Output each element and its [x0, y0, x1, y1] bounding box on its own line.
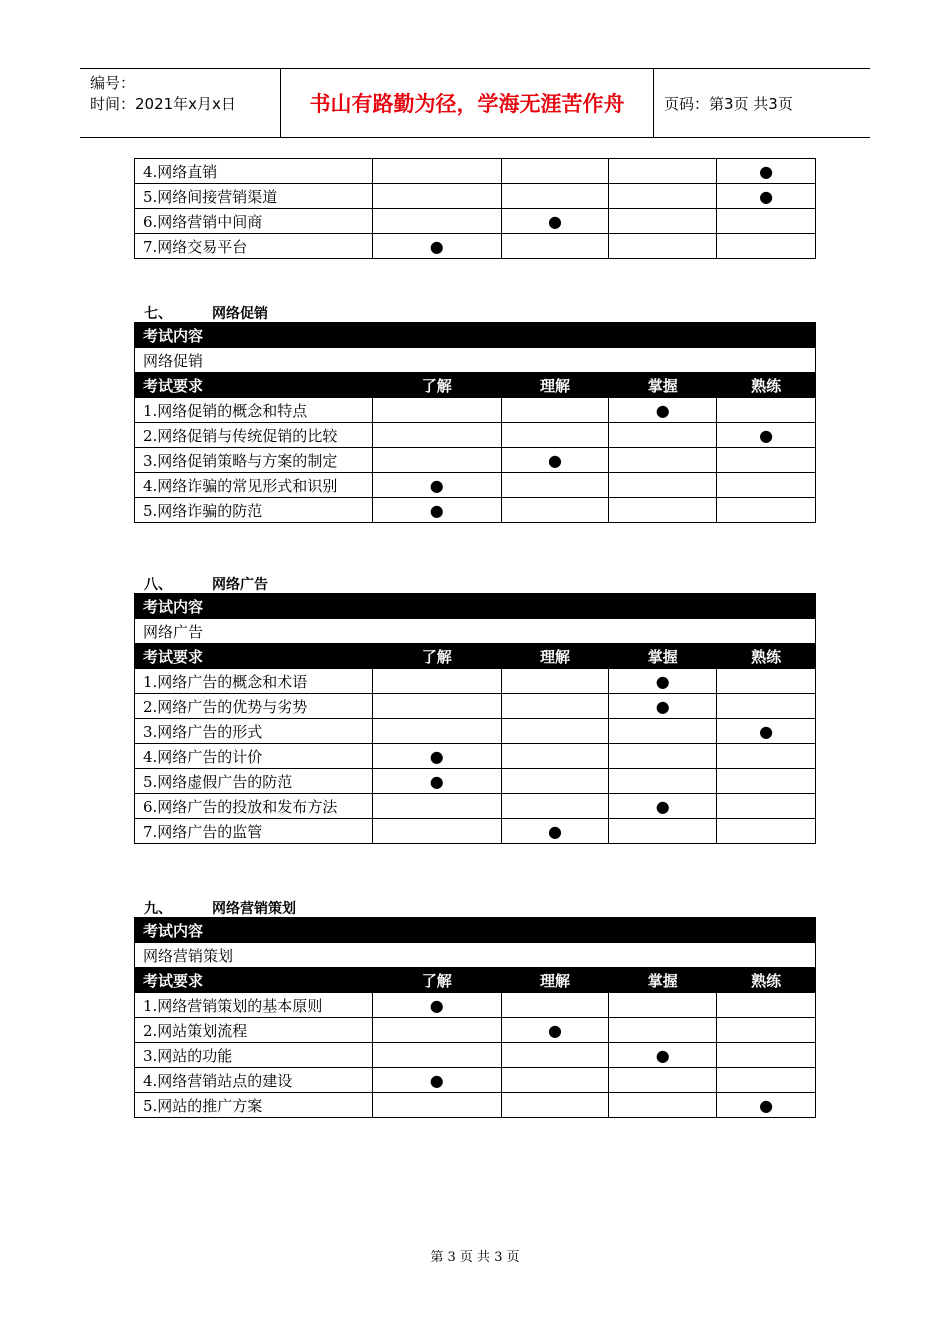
level-header-0: 了解 [372, 968, 501, 993]
level-cell-3 [717, 719, 816, 744]
requirement-row [135, 1018, 816, 1043]
content-header-row [135, 594, 816, 619]
content-header: 考试内容 [135, 323, 816, 348]
level-cell-3 [717, 398, 816, 423]
level-cell-2 [609, 423, 717, 448]
level-cell-1 [501, 423, 609, 448]
requirement-header-row [135, 373, 816, 398]
level-cell-2 [609, 184, 717, 209]
level-header-0: 了解 [372, 644, 501, 669]
requirement-text: 3.网络广告的形式 [135, 719, 373, 744]
level-dot-icon: ● [759, 186, 774, 206]
level-dot-icon: ● [759, 721, 774, 741]
level-dot-icon: ● [429, 236, 444, 256]
level-cell-3 [717, 234, 816, 259]
level-cell-2 [609, 794, 717, 819]
level-cell-0 [372, 1018, 501, 1043]
level-cell-0 [372, 184, 501, 209]
level-cell-0 [372, 819, 501, 844]
level-cell-2 [609, 234, 717, 259]
requirement-header: 考试要求 [135, 644, 373, 669]
level-cell-1 [501, 669, 609, 694]
section-number: 七、 [144, 306, 172, 322]
level-dot-icon: ● [655, 796, 670, 816]
level-cell-2 [609, 1043, 717, 1068]
requirement-row [135, 719, 816, 744]
level-header-3: 熟练 [717, 644, 816, 669]
requirement-header-row [135, 644, 816, 669]
requirement-row [135, 669, 816, 694]
level-dot-icon: ● [429, 746, 444, 766]
section-number: 八、 [144, 577, 172, 593]
level-cell-2 [609, 669, 717, 694]
section-name: 网络广告 [212, 577, 268, 593]
content-row [135, 943, 816, 968]
section-title [144, 577, 268, 593]
level-cell-3 [717, 819, 816, 844]
header-meta [80, 69, 281, 137]
content-row [135, 348, 816, 373]
level-cell-2 [609, 694, 717, 719]
content-header: 考试内容 [135, 594, 816, 619]
requirement-row [135, 694, 816, 719]
level-dot-icon: ● [429, 500, 444, 520]
level-cell-2 [609, 1018, 717, 1043]
level-header-2: 掌握 [609, 968, 717, 993]
requirement-text: 4.网络诈骗的常见形式和识别 [135, 473, 373, 498]
level-cell-0 [372, 498, 501, 523]
level-dot-icon: ● [548, 821, 562, 841]
requirement-text: 7.网络广告的监管 [135, 819, 373, 844]
requirement-row [135, 794, 816, 819]
level-cell-1 [501, 1018, 609, 1043]
section-table [134, 322, 816, 523]
level-cell-3 [717, 448, 816, 473]
level-cell-3 [717, 184, 816, 209]
level-cell-0 [372, 398, 501, 423]
level-cell-2 [609, 1068, 717, 1093]
level-cell-3 [717, 1093, 816, 1118]
level-cell-1 [501, 1043, 609, 1068]
level-header-3: 熟练 [717, 373, 816, 398]
level-cell-2 [609, 209, 717, 234]
level-cell-3 [717, 744, 816, 769]
level-dot-icon: ● [655, 1045, 670, 1065]
requirement-text: 5.网络虚假广告的防范 [135, 769, 373, 794]
level-dot-icon: ● [548, 1020, 562, 1040]
level-dot-icon: ● [429, 475, 444, 495]
level-cell-3 [717, 769, 816, 794]
level-dot-icon: ● [655, 696, 670, 716]
level-cell-0 [372, 993, 501, 1018]
level-cell-3 [717, 209, 816, 234]
time-label: 时间：2021年x月x日 [90, 95, 236, 113]
level-cell-1 [501, 719, 609, 744]
requirement-text: 4.网络直销 [135, 159, 373, 184]
requirement-row [135, 234, 816, 259]
page-header [80, 68, 870, 138]
level-dot-icon: ● [759, 1095, 774, 1115]
level-dot-icon: ● [759, 161, 774, 181]
level-dot-icon: ● [429, 771, 444, 791]
level-cell-1 [501, 694, 609, 719]
level-cell-1 [501, 794, 609, 819]
level-cell-2 [609, 448, 717, 473]
requirement-text: 5.网站的推广方案 [135, 1093, 373, 1118]
requirement-text: 2.网络广告的优势与劣势 [135, 694, 373, 719]
requirement-row [135, 769, 816, 794]
level-cell-0 [372, 209, 501, 234]
level-header-2: 掌握 [609, 373, 717, 398]
level-dot-icon: ● [429, 995, 444, 1015]
continuation-table [134, 158, 816, 259]
level-cell-0 [372, 744, 501, 769]
level-cell-3 [717, 694, 816, 719]
level-cell-0 [372, 794, 501, 819]
requirement-row [135, 184, 816, 209]
requirement-header: 考试要求 [135, 968, 373, 993]
level-cell-2 [609, 993, 717, 1018]
level-cell-2 [609, 498, 717, 523]
level-cell-1 [501, 473, 609, 498]
level-cell-0 [372, 448, 501, 473]
level-cell-2 [609, 1093, 717, 1118]
section-title [144, 306, 268, 322]
level-cell-3 [717, 473, 816, 498]
level-cell-2 [609, 744, 717, 769]
level-header-0: 了解 [372, 373, 501, 398]
level-cell-0 [372, 423, 501, 448]
level-cell-3 [717, 794, 816, 819]
level-header-1: 理解 [501, 968, 609, 993]
requirement-row [135, 398, 816, 423]
level-header-3: 熟练 [717, 968, 816, 993]
content-row [135, 619, 816, 644]
content-header-row [135, 323, 816, 348]
section-name: 网络营销策划 [212, 901, 296, 917]
level-cell-2 [609, 819, 717, 844]
level-cell-1 [501, 744, 609, 769]
level-cell-1 [501, 498, 609, 523]
level-cell-3 [717, 993, 816, 1018]
requirement-text: 4.网络营销站点的建设 [135, 1068, 373, 1093]
level-cell-2 [609, 769, 717, 794]
level-cell-0 [372, 1043, 501, 1068]
requirement-text: 1.网络广告的概念和术语 [135, 669, 373, 694]
level-cell-3 [717, 159, 816, 184]
requirement-text: 6.网络广告的投放和发布方法 [135, 794, 373, 819]
header-motto: 书山有路勤为径，学海无涯苦作舟 [281, 69, 654, 137]
level-cell-1 [501, 819, 609, 844]
requirement-text: 1.网络营销策划的基本原则 [135, 993, 373, 1018]
level-dot-icon: ● [548, 450, 562, 470]
level-cell-0 [372, 1068, 501, 1093]
level-cell-1 [501, 448, 609, 473]
requirement-row [135, 423, 816, 448]
requirement-text: 1.网络促销的概念和特点 [135, 398, 373, 423]
section-table [134, 917, 816, 1118]
requirement-row [135, 819, 816, 844]
level-cell-1 [501, 993, 609, 1018]
content-text: 网络促销 [135, 348, 816, 373]
level-cell-3 [717, 1018, 816, 1043]
level-cell-1 [501, 159, 609, 184]
requirement-row [135, 159, 816, 184]
level-dot-icon: ● [655, 671, 670, 691]
level-cell-1 [501, 209, 609, 234]
content-text: 网络营销策划 [135, 943, 816, 968]
section-number: 九、 [144, 901, 172, 917]
level-cell-3 [717, 1043, 816, 1068]
requirement-text: 6.网络营销中间商 [135, 209, 373, 234]
level-cell-1 [501, 398, 609, 423]
requirement-header-row [135, 968, 816, 993]
content-header-row [135, 918, 816, 943]
requirement-row [135, 448, 816, 473]
level-cell-2 [609, 719, 717, 744]
requirement-row [135, 498, 816, 523]
requirement-text: 5.网络间接营销渠道 [135, 184, 373, 209]
requirement-row [135, 744, 816, 769]
level-dot-icon: ● [547, 211, 562, 231]
section-name: 网络促销 [212, 306, 268, 322]
level-cell-3 [717, 423, 816, 448]
level-header-1: 理解 [501, 373, 609, 398]
level-dot-icon: ● [655, 400, 670, 420]
level-dot-icon: ● [429, 1070, 444, 1090]
requirement-text: 5.网络诈骗的防范 [135, 498, 373, 523]
requirement-text: 4.网络广告的计价 [135, 744, 373, 769]
level-cell-0 [372, 769, 501, 794]
level-cell-1 [501, 184, 609, 209]
requirement-row [135, 1093, 816, 1118]
level-cell-2 [609, 473, 717, 498]
requirement-text: 2.网络促销与传统促销的比较 [135, 423, 373, 448]
level-cell-1 [501, 1068, 609, 1093]
level-cell-0 [372, 473, 501, 498]
level-header-2: 掌握 [609, 644, 717, 669]
requirement-row [135, 993, 816, 1018]
content-header: 考试内容 [135, 918, 816, 943]
level-cell-0 [372, 159, 501, 184]
level-cell-3 [717, 1068, 816, 1093]
number-label: 编号： [90, 74, 136, 92]
level-header-1: 理解 [501, 644, 609, 669]
level-cell-0 [372, 719, 501, 744]
level-cell-1 [501, 234, 609, 259]
level-cell-1 [501, 769, 609, 794]
section-title [144, 901, 296, 917]
requirement-text: 2.网站策划流程 [135, 1018, 373, 1043]
page-indicator: 页码：第3页 共3页 [664, 94, 793, 113]
requirement-text: 3.网络促销策略与方案的制定 [135, 448, 373, 473]
level-cell-1 [501, 1093, 609, 1118]
requirement-text: 3.网站的功能 [135, 1043, 373, 1068]
requirement-text: 7.网络交易平台 [135, 234, 373, 259]
requirement-row [135, 1068, 816, 1093]
level-cell-0 [372, 669, 501, 694]
content-text: 网络广告 [135, 619, 816, 644]
requirement-row [135, 1043, 816, 1068]
level-cell-3 [717, 498, 816, 523]
level-cell-0 [372, 694, 501, 719]
level-cell-0 [372, 234, 501, 259]
requirement-header: 考试要求 [135, 373, 373, 398]
requirement-row [135, 209, 816, 234]
level-dot-icon: ● [759, 425, 774, 445]
level-cell-2 [609, 398, 717, 423]
level-cell-0 [372, 1093, 501, 1118]
section-table [134, 593, 816, 844]
level-cell-2 [609, 159, 717, 184]
level-cell-3 [717, 669, 816, 694]
requirement-row [135, 473, 816, 498]
page-footer: 第 3 页 共 3 页 [430, 1250, 520, 1265]
